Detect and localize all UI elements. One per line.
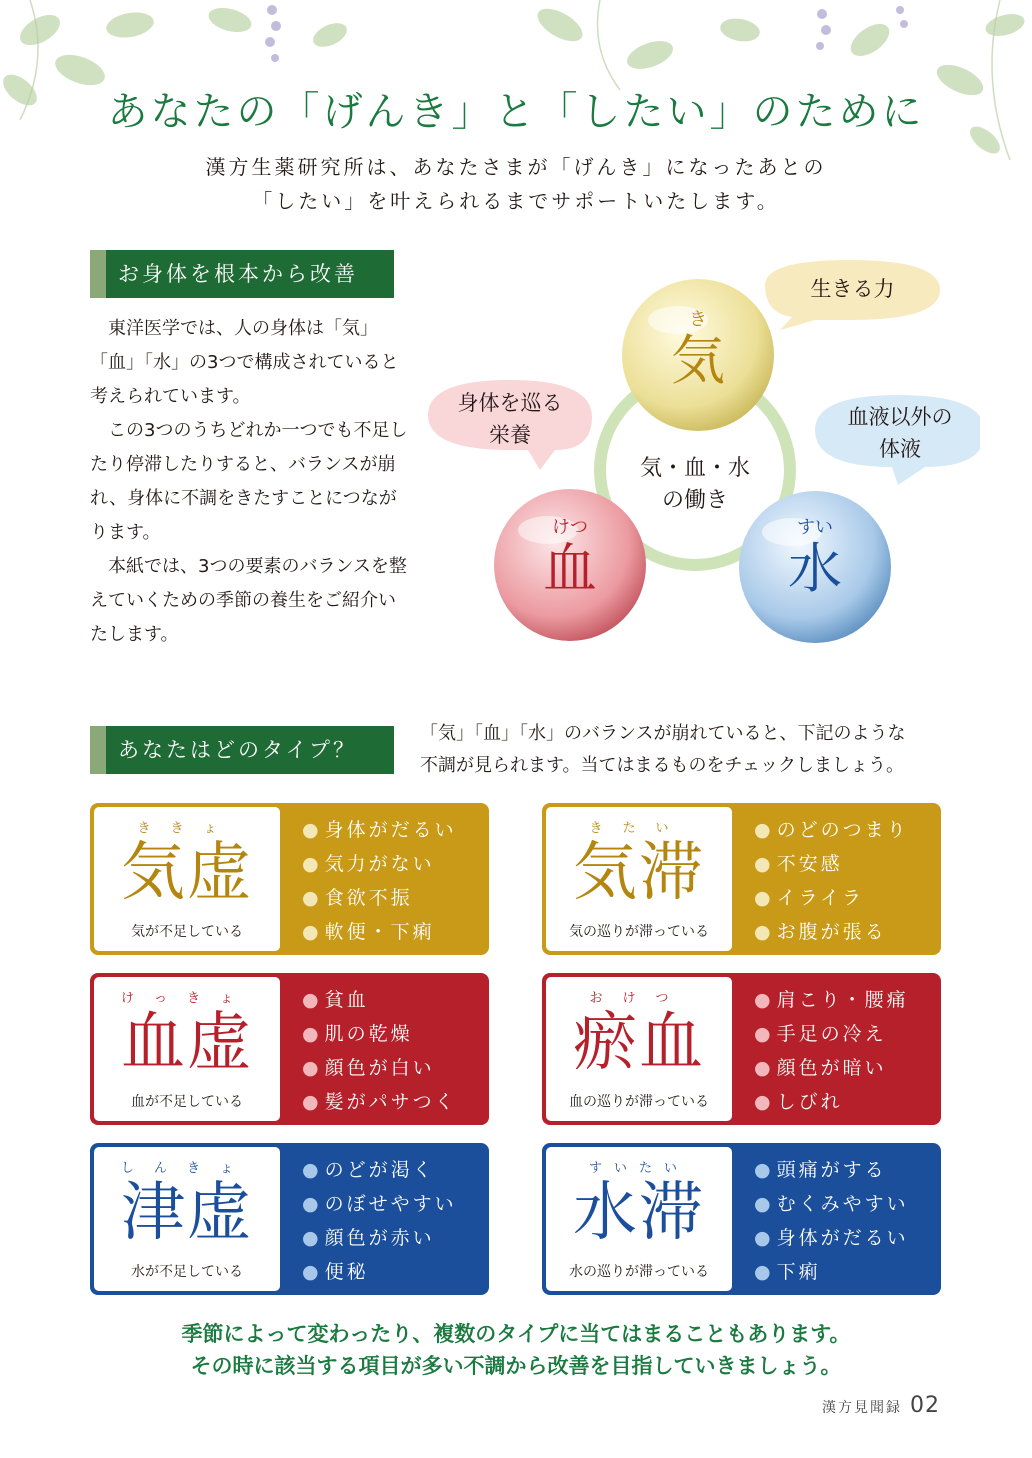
section-heading-improve: お身体を根本から改善 xyxy=(90,250,394,298)
symptom-item: ● むくみやすい xyxy=(754,1187,909,1221)
orb-ki-ruby: き xyxy=(689,309,707,330)
orb-sui-kanji: 水 xyxy=(788,537,842,600)
symptom-item: ● のぼせやすい xyxy=(302,1187,457,1221)
orb-ketsu-ruby: けつ xyxy=(552,517,588,538)
symptom-item: ● 肩こり・腰痛 xyxy=(754,983,909,1017)
type-card-suitai xyxy=(542,1143,941,1295)
type-description-line: 不調が見られます。当てはまるものをチェックしましょう。 xyxy=(420,755,905,776)
symptom-item: ● のどが渇く xyxy=(302,1153,457,1187)
bubble-ketsu-line: 身体を巡る xyxy=(457,391,563,415)
type-ruby: ききょ xyxy=(137,821,237,836)
type-caption: 気が不足している xyxy=(131,924,243,940)
symptom-list xyxy=(302,983,457,1119)
symptom-item: ● 顔色が暗い xyxy=(754,1051,909,1085)
type-card-name-panel xyxy=(94,1147,280,1291)
type-card-name-panel xyxy=(94,807,280,951)
type-name: 水滞 xyxy=(573,1176,705,1250)
type-name: 血虚 xyxy=(121,1006,253,1080)
symptom-item: ● 手足の冷え xyxy=(754,1017,909,1051)
orb-sui-ruby: すい xyxy=(797,517,833,538)
type-ruby: けっきょ xyxy=(120,991,254,1006)
type-name: 気滞 xyxy=(573,836,705,910)
bubble-ketsu-text xyxy=(428,387,592,451)
type-card-oketsu xyxy=(542,973,941,1125)
type-card-kitai xyxy=(542,803,941,955)
symptom-item: ● 身体がだるい xyxy=(754,1221,909,1255)
symptom-item: ● 顔色が赤い xyxy=(302,1221,457,1255)
symptom-item: ● 肌の乾燥 xyxy=(302,1017,457,1051)
symptom-item: ● のどのつまり xyxy=(754,813,909,847)
orb-sui-label xyxy=(775,513,855,599)
diagram-center-line: 気・血・水 xyxy=(639,456,750,481)
symptom-item: ● 頭痛がする xyxy=(754,1153,909,1187)
page-title: あなたの「げんき」と「したい」のために xyxy=(107,89,925,135)
type-card-name-panel xyxy=(546,1147,732,1291)
section-heading-type: あなたはどのタイプ？ xyxy=(90,726,394,774)
symptom-item: ● お腹が張る xyxy=(754,915,909,949)
subtitle-line: 漢方生薬研究所は、あなたさまが「げんき」になったあとの xyxy=(205,155,827,179)
type-card-kekkyo xyxy=(90,973,489,1125)
type-card-name-panel xyxy=(546,807,732,951)
symptom-list xyxy=(754,813,909,949)
type-caption: 水の巡りが滞っている xyxy=(569,1264,709,1280)
intro-paragraph: 東洋医学では、人の身体は「気」「血」「水」の3つで構成されていると考えられています。 xyxy=(90,318,399,407)
symptom-item: ● 食欲不振 xyxy=(302,881,457,915)
orb-ketsu-label xyxy=(530,513,610,599)
type-card-shinkyo xyxy=(90,1143,489,1295)
symptom-item: ● 髪がパサつく xyxy=(302,1085,457,1119)
page-subtitle xyxy=(0,150,1032,218)
subtitle-line: 「したい」を叶えられるまでサポートいたします。 xyxy=(252,189,780,213)
symptom-item: ● 不安感 xyxy=(754,847,909,881)
type-name: 気虚 xyxy=(121,836,253,910)
symptom-item: ● イライラ xyxy=(754,881,909,915)
orb-ki-label xyxy=(658,305,738,391)
symptom-item: ● 身体がだるい xyxy=(302,813,457,847)
symptom-list xyxy=(754,983,909,1119)
page-footer xyxy=(822,1393,940,1418)
type-name: 瘀血 xyxy=(573,1006,705,1080)
bubble-ketsu-line: 栄養 xyxy=(489,423,531,447)
orb-ki-kanji: 気 xyxy=(671,329,725,392)
symptom-item: ● 気力がない xyxy=(302,847,457,881)
orb-ketsu-kanji: 血 xyxy=(543,537,597,600)
type-caption: 血の巡りが滞っている xyxy=(569,1094,709,1110)
type-caption: 血が不足している xyxy=(131,1094,243,1110)
intro-text xyxy=(90,312,410,652)
closing-line: 季節によって変わったり、複数のタイプに当てはまることもあります。 xyxy=(181,1322,851,1346)
symptom-item: ● 下痢 xyxy=(754,1255,909,1289)
type-card-name-panel xyxy=(94,977,280,1121)
type-ruby: しんきょ xyxy=(120,1161,254,1176)
type-caption: 気の巡りが滞っている xyxy=(569,924,709,940)
type-description-line: 「気」「血」「水」のバランスが崩れていると、下記のような xyxy=(420,723,906,744)
type-caption: 水が不足している xyxy=(131,1264,243,1280)
symptom-list xyxy=(754,1153,909,1289)
type-ruby: きたい xyxy=(589,821,689,836)
type-description xyxy=(420,718,980,782)
symptom-item: ● 顔色が白い xyxy=(302,1051,457,1085)
publication-name: 漢方見聞録 xyxy=(822,1400,902,1416)
symptom-item: ● 貧血 xyxy=(302,983,457,1017)
type-card-kikyo xyxy=(90,803,489,955)
symptom-item: ● 便秘 xyxy=(302,1255,457,1289)
intro-paragraph: 本紙では、3つの要素のバランスを整えていくための季節の養生をご紹介いたします。 xyxy=(90,556,407,645)
type-card-name-panel xyxy=(546,977,732,1121)
type-ruby: すいたい xyxy=(588,1161,690,1176)
type-ruby: おけつ xyxy=(589,991,689,1006)
symptom-list xyxy=(302,813,457,949)
type-name: 津虚 xyxy=(121,1176,253,1250)
closing-line: その時に該当する項目が多い不調から改善を目指していきましょう。 xyxy=(190,1354,842,1378)
symptom-item: ● 軟便・下痢 xyxy=(302,915,457,949)
diagram-center-label xyxy=(620,453,770,517)
ki-ketsu-sui-diagram xyxy=(420,245,980,665)
intro-paragraph: この3つのうちどれか一つでも不足したり停滞したりすると、バランスが崩れ、身体に不調をきたすことにつながります。 xyxy=(90,420,408,543)
diagram-center-line: の働き xyxy=(661,488,728,513)
bubble-sui-line: 血液以外の xyxy=(847,405,953,429)
bubble-ki-text: 生きる力 xyxy=(810,277,895,301)
symptom-list xyxy=(302,1153,457,1289)
closing-message xyxy=(0,1318,1032,1382)
symptom-item: ● しびれ xyxy=(754,1085,909,1119)
bubble-sui-line: 体液 xyxy=(879,437,921,461)
bubble-sui-text xyxy=(815,401,985,465)
page-number: 02 xyxy=(910,1393,940,1418)
